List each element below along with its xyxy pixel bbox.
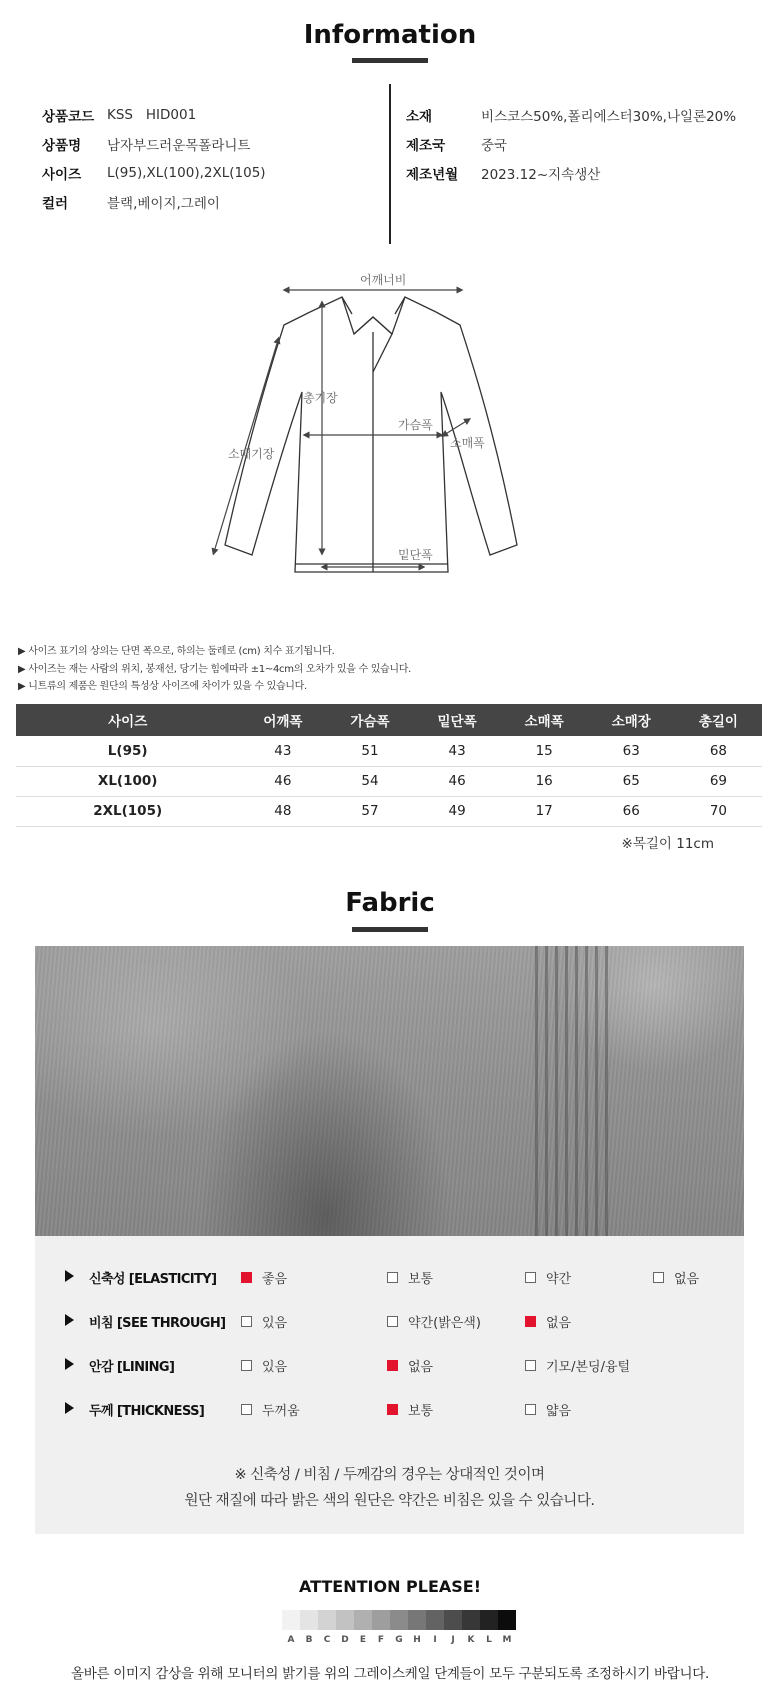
attr-label: 신축성 [ELASTICITY] xyxy=(89,1272,217,1287)
rib-line xyxy=(595,946,598,1236)
rib-line xyxy=(555,946,558,1236)
rib-line xyxy=(535,946,538,1236)
info-key: 상품코드 xyxy=(42,108,95,125)
attr-option-text: 없음 xyxy=(408,1360,434,1375)
fabric-note-line-1: ※ 신축성 / 비침 / 두께감의 경우는 상대적인 것이며 xyxy=(234,1467,545,1483)
info-value: 블랙,베이지,그레이 xyxy=(107,195,220,212)
grayscale-swatch xyxy=(462,1610,480,1630)
info-row-country xyxy=(406,129,736,158)
rib-line xyxy=(565,946,568,1236)
info-key: 제조년월 xyxy=(406,166,459,183)
label-chest: 가슴폭 xyxy=(398,418,433,432)
scale-letter: G xyxy=(395,1635,403,1645)
table-cell: 46 xyxy=(239,766,326,796)
rib-line xyxy=(545,946,548,1236)
grayscale-swatch xyxy=(498,1610,516,1630)
scale-letter: F xyxy=(377,1635,385,1645)
scale-letter: B xyxy=(305,1635,313,1645)
table-cell: 46 xyxy=(414,766,501,796)
label-shoulder: 어깨너비 xyxy=(360,273,407,287)
grayscale-swatch xyxy=(444,1610,462,1630)
attr-option xyxy=(525,1268,571,1287)
info-key: 컬러 xyxy=(42,195,69,212)
label-sleeve-length: 소매기장 xyxy=(228,447,275,461)
info-divider xyxy=(389,84,391,244)
grayscale-swatch xyxy=(318,1610,336,1630)
table-cell: 54 xyxy=(326,766,413,796)
attr-option-text: 좋음 xyxy=(262,1272,288,1287)
grayscale-swatch xyxy=(336,1610,354,1630)
note-line: ▶ 사이즈 표기의 상의는 단면 폭으로, 하의는 둘레로 (cm) 치수 표기됩니다. xyxy=(18,646,335,657)
attention-text: 올바른 이미지 감상을 위해 모니터의 밝기를 위의 그레이스케일 단계들이 모두 구분되도록 조정하시기 바랍니다. xyxy=(71,1666,709,1682)
triangle-right-icon xyxy=(65,1402,74,1414)
attr-label: 안감 [LINING] xyxy=(89,1360,175,1375)
scale-letter: L xyxy=(486,1635,492,1645)
attr-option xyxy=(387,1356,433,1375)
checkbox-empty-icon xyxy=(387,1272,398,1283)
info-value: 남자부드러운목폴라니트 xyxy=(107,137,251,154)
table-cell: L(95) xyxy=(16,736,239,766)
table-cell: 17 xyxy=(501,796,588,826)
scale-letter: J xyxy=(451,1635,455,1645)
note-line: ▶ 사이즈는 재는 사람의 위치, 봉재선, 당기는 힘에따라 ±1~4cm의 오차가 있을 수 있습니다. xyxy=(18,663,412,675)
table-cell: 65 xyxy=(588,766,675,796)
checkbox-checked-icon xyxy=(525,1316,536,1327)
table-cell: 15 xyxy=(501,736,588,766)
table-row xyxy=(16,766,762,796)
attr-option-text: 있음 xyxy=(262,1316,288,1331)
info-value: KSS HID001 xyxy=(107,106,197,123)
size-notes xyxy=(18,643,411,696)
attr-option xyxy=(387,1312,481,1331)
checkbox-empty-icon xyxy=(525,1272,536,1283)
table-header: 소매폭 xyxy=(501,704,588,736)
scale-letter: C xyxy=(323,1635,331,1645)
attr-row-thickness xyxy=(35,1396,744,1422)
attention-title: ATTENTION PLEASE! xyxy=(298,1577,482,1596)
checkbox-empty-icon xyxy=(653,1272,664,1283)
table-cell: 43 xyxy=(414,736,501,766)
attr-option xyxy=(241,1400,300,1419)
attr-option xyxy=(241,1268,287,1287)
fabric-closeup-photo xyxy=(35,946,744,1236)
attr-option xyxy=(241,1312,287,1331)
grayscale-swatch xyxy=(372,1610,390,1630)
info-row-color xyxy=(42,187,266,216)
grayscale-swatch xyxy=(354,1610,372,1630)
table-cell: 57 xyxy=(326,796,413,826)
info-key: 소재 xyxy=(406,108,433,125)
table-header: 어깨폭 xyxy=(239,704,326,736)
rib-line xyxy=(575,946,578,1236)
attr-option xyxy=(387,1268,433,1287)
attr-option-text: 보통 xyxy=(408,1404,434,1419)
label-hem: 밑단폭 xyxy=(398,548,433,562)
grayscale-swatch xyxy=(408,1610,426,1630)
attr-option-text: 없음 xyxy=(546,1316,572,1331)
checkbox-empty-icon xyxy=(387,1316,398,1327)
attr-option xyxy=(387,1400,433,1419)
size-table xyxy=(16,704,762,827)
scale-letter: K xyxy=(467,1635,475,1645)
attr-row-lining xyxy=(35,1352,744,1378)
attr-option-text: 약간 xyxy=(546,1272,572,1287)
rib-line xyxy=(585,946,588,1236)
info-row-material xyxy=(406,100,736,129)
info-row-product-name xyxy=(42,129,266,158)
information-title: Information xyxy=(303,20,477,50)
scale-letter: E xyxy=(359,1635,367,1645)
rib-line xyxy=(605,946,608,1236)
table-header: 밑단폭 xyxy=(414,704,501,736)
attr-option-text: 있음 xyxy=(262,1360,288,1375)
table-cell: 51 xyxy=(326,736,413,766)
attr-option xyxy=(653,1268,699,1287)
scale-letter: H xyxy=(413,1635,421,1645)
table-cell: 69 xyxy=(675,766,762,796)
attr-option xyxy=(525,1356,630,1375)
info-right-column xyxy=(406,100,736,187)
table-header: 총길이 xyxy=(675,704,762,736)
table-header: 가슴폭 xyxy=(326,704,413,736)
grayscale-swatch xyxy=(426,1610,444,1630)
neck-length-note: ※목길이 11cm xyxy=(621,836,714,852)
attr-option-text: 두꺼움 xyxy=(262,1404,300,1419)
table-header: 사이즈 xyxy=(16,704,239,736)
grayscale-swatch xyxy=(390,1610,408,1630)
triangle-right-icon xyxy=(65,1270,74,1282)
attr-row-elasticity xyxy=(35,1264,744,1290)
table-cell: 49 xyxy=(414,796,501,826)
attr-row-see-through xyxy=(35,1308,744,1334)
table-cell: 63 xyxy=(588,736,675,766)
table-cell: 16 xyxy=(501,766,588,796)
table-row xyxy=(16,796,762,826)
attr-option xyxy=(525,1312,571,1331)
attr-option-text: 약간(밝은색) xyxy=(408,1316,481,1331)
table-header: 소매장 xyxy=(588,704,675,736)
checkbox-checked-icon xyxy=(387,1360,398,1371)
table-cell: 48 xyxy=(239,796,326,826)
info-key: 상품명 xyxy=(42,137,82,154)
checkbox-checked-icon xyxy=(241,1272,252,1283)
checkbox-empty-icon xyxy=(241,1404,252,1415)
table-header-row xyxy=(16,704,762,736)
checkbox-empty-icon xyxy=(241,1360,252,1371)
attr-option xyxy=(241,1356,287,1375)
scale-letter: D xyxy=(341,1635,349,1645)
title-underline xyxy=(352,58,428,63)
table-row xyxy=(16,736,762,766)
label-total-length: 총기장 xyxy=(303,391,338,405)
info-value: 2023.12~지속생산 xyxy=(481,166,601,183)
checkbox-empty-icon xyxy=(241,1316,252,1327)
fabric-title: Fabric xyxy=(345,888,435,918)
grayscale-bar xyxy=(282,1610,516,1630)
scale-letter: M xyxy=(502,1635,512,1645)
info-value: 비스코스50%,폴리에스터30%,나일론20% xyxy=(481,108,737,125)
info-row-manufactured xyxy=(406,158,736,187)
scale-letter: I xyxy=(433,1635,437,1645)
attr-label: 비침 [SEE THROUGH] xyxy=(89,1316,226,1331)
checkbox-empty-icon xyxy=(525,1404,536,1415)
grayscale-swatch xyxy=(300,1610,318,1630)
triangle-right-icon xyxy=(65,1358,74,1370)
table-cell: 2XL(105) xyxy=(16,796,239,826)
attr-label: 두께 [THICKNESS] xyxy=(89,1404,205,1419)
info-value: 중국 xyxy=(481,137,508,154)
info-row-product-code xyxy=(42,100,266,129)
info-row-size xyxy=(42,158,266,187)
table-cell: 70 xyxy=(675,796,762,826)
attr-option-text: 기모/본딩/융털 xyxy=(546,1360,631,1375)
attr-option-text: 얇음 xyxy=(546,1404,572,1419)
table-cell: 66 xyxy=(588,796,675,826)
triangle-right-icon xyxy=(65,1314,74,1326)
scale-letter: A xyxy=(287,1635,295,1645)
label-sleeve-width: 소매폭 xyxy=(450,436,485,450)
info-value: L(95),XL(100),2XL(105) xyxy=(107,164,266,181)
grayscale-swatch xyxy=(282,1610,300,1630)
fabric-attributes-panel xyxy=(35,1236,744,1534)
table-cell: 68 xyxy=(675,736,762,766)
checkbox-checked-icon xyxy=(387,1404,398,1415)
attr-option xyxy=(525,1400,571,1419)
checkbox-empty-icon xyxy=(525,1360,536,1371)
fabric-note-line-2: 원단 재질에 따라 밝은 색의 원단은 약간은 비침은 있을 수 있습니다. xyxy=(184,1493,595,1509)
grayscale-swatch xyxy=(480,1610,498,1630)
info-left-column xyxy=(42,100,266,216)
note-line: ▶ 니트류의 제품은 원단의 특성상 사이즈에 차이가 있을 수 있습니다. xyxy=(18,681,307,692)
info-key: 사이즈 xyxy=(42,166,82,183)
title-underline xyxy=(352,927,428,932)
garment-measurement-diagram xyxy=(200,262,570,602)
attr-option-text: 보통 xyxy=(408,1272,434,1287)
grayscale-letters xyxy=(282,1635,516,1645)
table-cell: 43 xyxy=(239,736,326,766)
table-cell: XL(100) xyxy=(16,766,239,796)
attr-option-text: 없음 xyxy=(674,1272,700,1287)
info-key: 제조국 xyxy=(406,137,446,154)
